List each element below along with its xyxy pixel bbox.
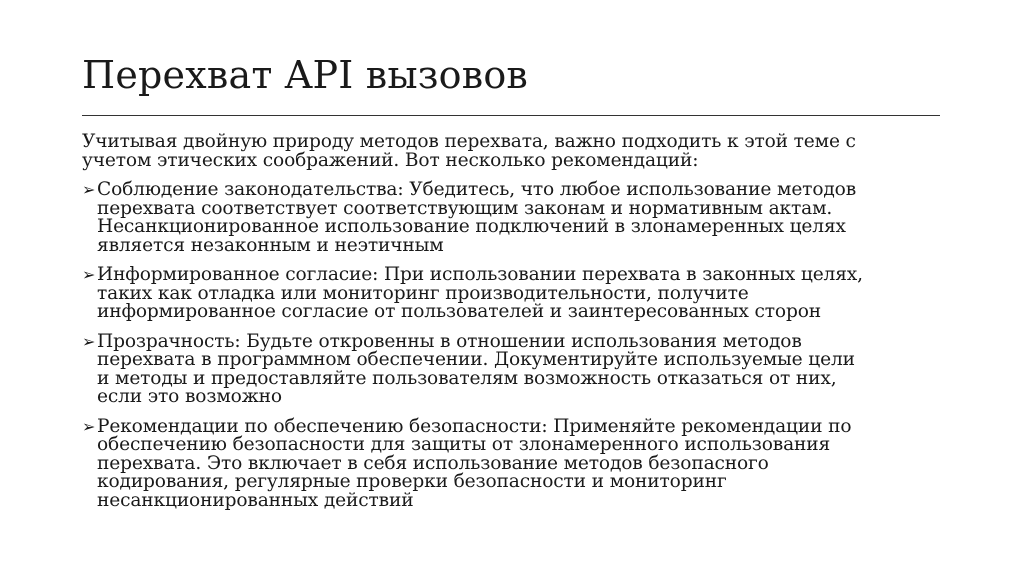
- recommendations-list: [82, 181, 952, 510]
- arrow-bullet-icon: ➢: [82, 180, 96, 199]
- list-item: [82, 415, 952, 511]
- list-item-line: Рекомендации по обеспечению безопасности: Применяйте рекомендации по: [97, 415, 852, 437]
- list-item-line: таких как отладка или мониторинг производительности, получите: [97, 282, 749, 304]
- slide-content: [82, 133, 952, 521]
- arrow-bullet-icon: ➢: [82, 416, 96, 436]
- list-item-line: является незаконным и неэтичным: [97, 234, 444, 256]
- intro-line: Учитывая двойную природу методов перехвата, важно подходить к этой теме с: [82, 131, 856, 152]
- list-item-line: если это возможно: [97, 386, 282, 407]
- list-item-line: перехвата в программном обеспечении. Документируйте используемые цели: [97, 349, 855, 370]
- list-item-line: Прозрачность: Будьте откровенны в отношении использования методов: [97, 330, 802, 352]
- intro-paragraph: [82, 133, 952, 170]
- list-item-line: обеспечению безопасности для защиты от злонамеренного использования: [97, 434, 831, 455]
- list-item-line: перехвата. Это включает в себя использование методов безопасного: [97, 452, 769, 474]
- list-item: [82, 266, 952, 322]
- intro-line: учетом этических соображений. Вот несколько рекомендаций:: [82, 149, 699, 171]
- list-item: [82, 181, 952, 255]
- title-divider: [82, 115, 940, 116]
- list-item-line: и методы и предоставляйте пользователям возможность отказаться от них,: [97, 367, 837, 389]
- list-item-line: кодирования, регулярные проверки безопасности и мониторинг: [97, 471, 727, 492]
- list-item: [82, 330, 952, 407]
- slide-title: Перехват API вызовов: [82, 53, 529, 97]
- list-item-line: несанкционированных действий: [97, 489, 414, 511]
- list-item-line: Информированное согласие: При использовании перехвата в законных целях,: [97, 264, 863, 285]
- list-item-line: перехвата соответствует соответствующим законам и нормативным актам.: [97, 197, 833, 219]
- list-item-line: Соблюдение законодательства: Убедитесь, что любое использование методов: [97, 179, 857, 200]
- arrow-bullet-icon: ➢: [82, 265, 96, 284]
- arrow-bullet-icon: ➢: [82, 331, 96, 351]
- list-item-line: Несанкционированное использование подключений в злонамеренных целях: [97, 216, 846, 237]
- list-item-line: информированное согласие от пользователей и заинтересованных сторон: [97, 301, 822, 322]
